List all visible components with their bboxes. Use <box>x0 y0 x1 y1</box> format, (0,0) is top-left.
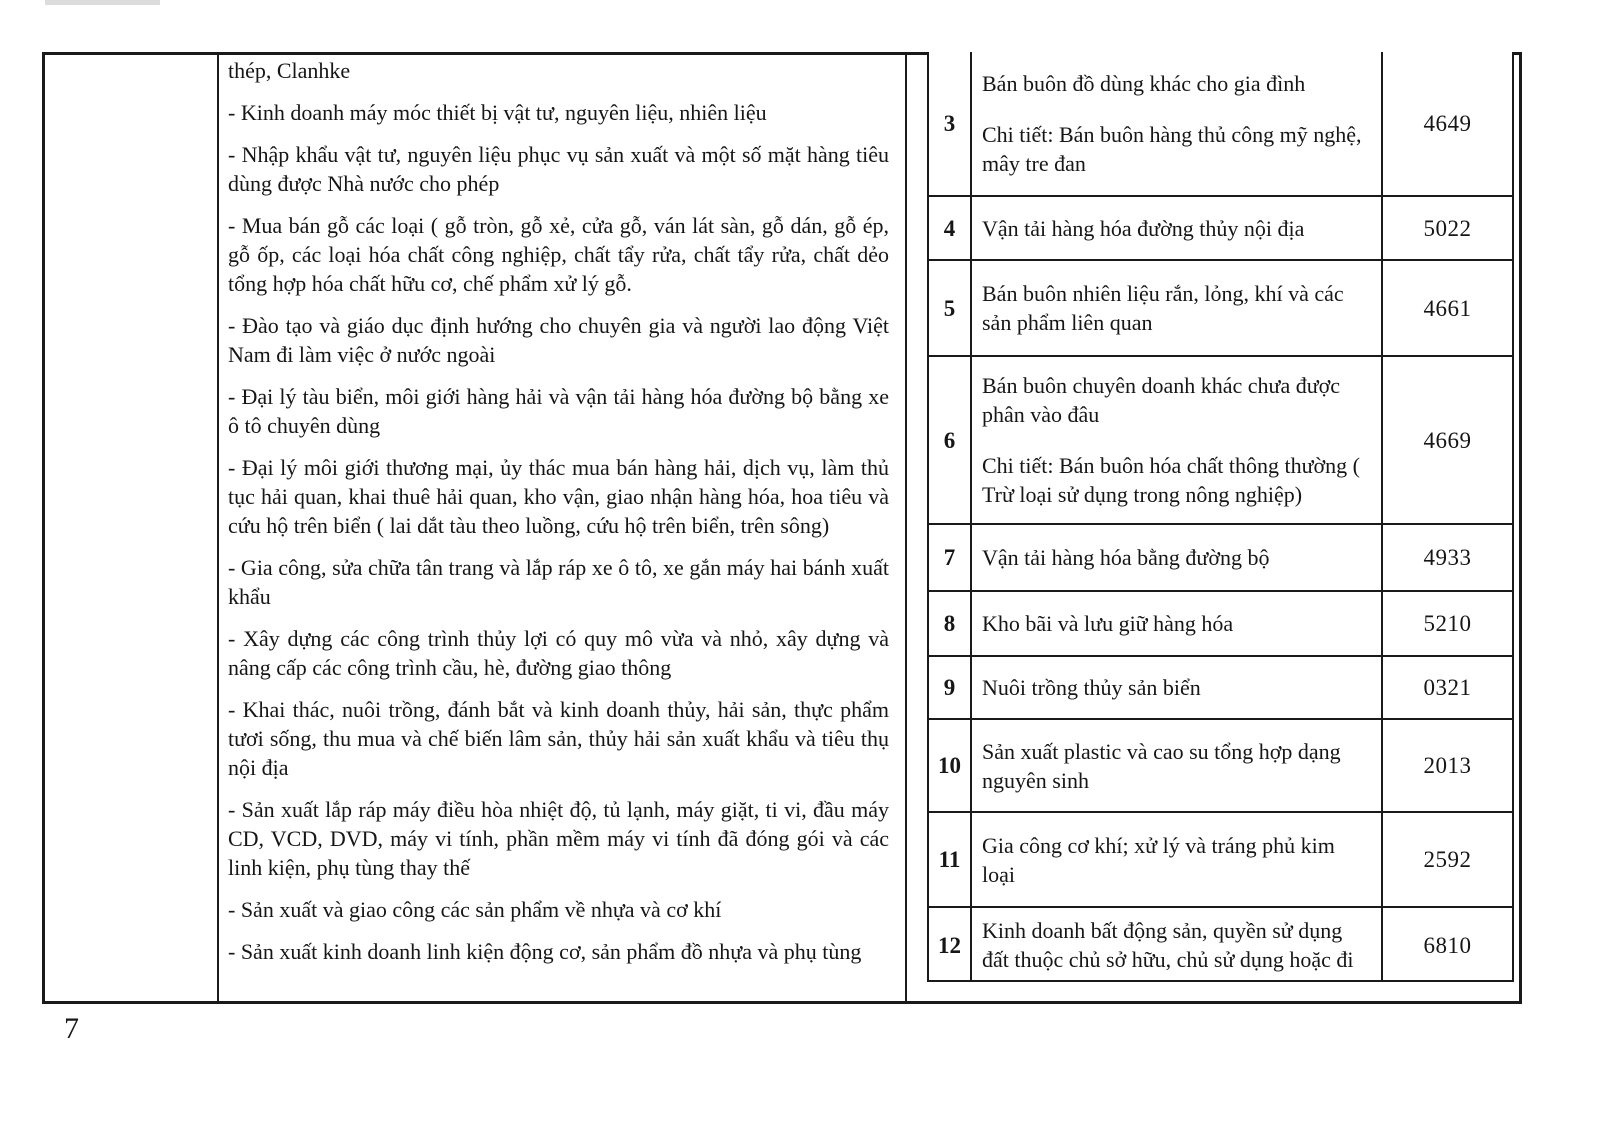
business-line-paragraph: - Xây dựng các công trình thủy lợi có quy mô vừa và nhỏ, xây dựng và nâng cấp các công trình cầu, hè, đường giao thông <box>228 626 889 680</box>
row-description-cell <box>972 908 1383 982</box>
table-row <box>929 197 1512 261</box>
row-description-cell <box>972 357 1383 523</box>
business-line-paragraph: - Đại lý môi giới thương mại, ủy thác mua bán hàng hải, dịch vụ, làm thủ tục hải quan, khai thuê hải quan, kho vận, giao nhận hàng hóa, hoa tiêu và cứu hộ trên biển ( lai dắt tàu theo luồng, cứu hộ trên biển, trên sông) <box>228 455 889 538</box>
row-description-detail: Chi tiết: Bán buôn hóa chất thông thường ( Trừ loại sử dụng trong nông nghiệp) <box>982 453 1360 507</box>
business-line-paragraph: - Mua bán gỗ các loại ( gỗ tròn, gỗ xẻ, cửa gỗ, ván lát sàn, gỗ dán, gỗ ép, gỗ ốp, các loại hóa chất công nghiệp, chất tẩy rửa, chất tẩy rửa, chất dẻo tổng hợp hóa chất hữu cơ, chế phẩm xử lý gỗ. <box>228 213 889 296</box>
row-description: Vận tải hàng hóa đường thủy nội địa <box>982 215 1305 241</box>
row-number: 3 <box>929 52 972 195</box>
table-row <box>929 261 1512 357</box>
industry-code: 4661 <box>1423 295 1472 321</box>
row-description-detail: Chi tiết: Bán buôn hàng thủ công mỹ nghệ, mây tre đan <box>982 122 1362 176</box>
row-description-cell <box>972 720 1383 811</box>
page-number: 7 <box>64 1012 79 1045</box>
row-description-cell <box>972 52 1383 195</box>
row-number: 7 <box>929 525 972 590</box>
business-line-paragraph: - Gia công, sửa chữa tân trang và lắp ráp xe ô tô, xe gắn máy hai bánh xuất khẩu <box>228 555 889 609</box>
business-line-paragraph: - Sản xuất và giao công các sản phẩm về nhựa và cơ khí <box>228 897 722 922</box>
row-number: 5 <box>929 261 972 355</box>
row-description: Bán buôn đồ dùng khác cho gia đình <box>982 71 1306 96</box>
table-row <box>929 908 1512 982</box>
industry-code: 4649 <box>1423 111 1472 136</box>
table-row <box>929 592 1512 657</box>
row-number: 10 <box>929 720 972 811</box>
table-row <box>929 813 1512 908</box>
row-description: Bán buôn chuyên doanh khác chưa được phân vào đâu <box>982 373 1341 427</box>
industry-code-table <box>927 52 1514 982</box>
business-line-paragraph: thép, Clanhke <box>228 58 351 83</box>
industry-code: 4669 <box>1423 427 1472 453</box>
row-description: Vận tải hàng hóa bằng đường bộ <box>982 545 1270 570</box>
table-row <box>929 52 1512 197</box>
business-line-paragraph: - Đại lý tàu biển, môi giới hàng hải và vận tải hàng hóa đường bộ bằng xe ô tô chuyên dùng <box>228 384 889 438</box>
row-number: 8 <box>929 592 972 655</box>
row-number: 4 <box>929 197 972 259</box>
row-number: 9 <box>929 657 972 718</box>
row-description: Nuôi trồng thủy sản biển <box>982 675 1201 700</box>
scan-artifact <box>45 0 160 5</box>
row-description-cell <box>972 197 1383 259</box>
business-line-paragraph: - Khai thác, nuôi trồng, đánh bắt và kinh doanh thủy, hải sản, thực phẩm tươi sống, thu mua và chế biến lâm sản, thủy hải sản xuất khẩu và tiêu thụ nội địa <box>228 697 889 780</box>
row-description: Bán buôn nhiên liệu rắn, lỏng, khí và các sản phẩm liên quan <box>982 281 1344 335</box>
table-row <box>929 525 1512 592</box>
row-description-cell <box>972 592 1383 655</box>
business-line-paragraph: - Đào tạo và giáo dục định hướng cho chuyên gia và người lao động Việt Nam đi làm việc ở nước ngoài <box>228 313 889 367</box>
row-description: Kho bãi và lưu giữ hàng hóa <box>982 611 1234 636</box>
industry-code: 6810 <box>1423 932 1472 958</box>
row-description: Sản xuất plastic và cao su tổng hợp dạng nguyên sinh <box>982 738 1341 793</box>
business-line-paragraph: - Nhập khẩu vật tư, nguyên liệu phục vụ sản xuất và một số mặt hàng tiêu dùng được Nhà nước cho phép <box>228 142 889 196</box>
business-line-paragraph: - Sản xuất kinh doanh linh kiện động cơ, sản phẩm đồ nhựa và phụ tùng <box>228 939 862 964</box>
row-description-cell <box>972 657 1383 718</box>
row-description: Kinh doanh bất động sản, quyền sử dụng đất thuộc chủ sở hữu, chủ sử dụng hoặc đi <box>982 918 1354 972</box>
row-description-cell <box>972 261 1383 355</box>
business-line-paragraph: - Sản xuất lắp ráp máy điều hòa nhiệt độ, tủ lạnh, máy giặt, ti vi, đầu máy CD, VCD, DVD, máy vi tính, phần mềm máy vi tính đã đóng gói và các linh kiện, phụ tùng thay thế <box>228 797 889 880</box>
industry-code: 0321 <box>1423 675 1472 700</box>
row-description-cell <box>972 525 1383 590</box>
industry-code: 4933 <box>1423 545 1472 570</box>
industry-code: 2013 <box>1423 753 1472 778</box>
row-description-cell <box>972 813 1383 906</box>
industry-code: 2592 <box>1423 847 1472 872</box>
table-row <box>929 657 1512 720</box>
outer-table-column-divider-right <box>905 52 907 1004</box>
row-number: 12 <box>929 908 972 982</box>
row-description: Gia công cơ khí; xử lý và tráng phủ kim loại <box>982 832 1335 887</box>
row-number: 11 <box>929 813 972 906</box>
business-lines-cell <box>219 55 905 1001</box>
business-line-paragraph: - Kinh doanh máy móc thiết bị vật tư, nguyên liệu, nhiên liệu <box>228 100 767 125</box>
table-row <box>929 720 1512 813</box>
table-row <box>929 357 1512 525</box>
industry-code: 5022 <box>1423 215 1472 241</box>
row-number: 6 <box>929 357 972 523</box>
industry-code: 5210 <box>1423 611 1472 636</box>
